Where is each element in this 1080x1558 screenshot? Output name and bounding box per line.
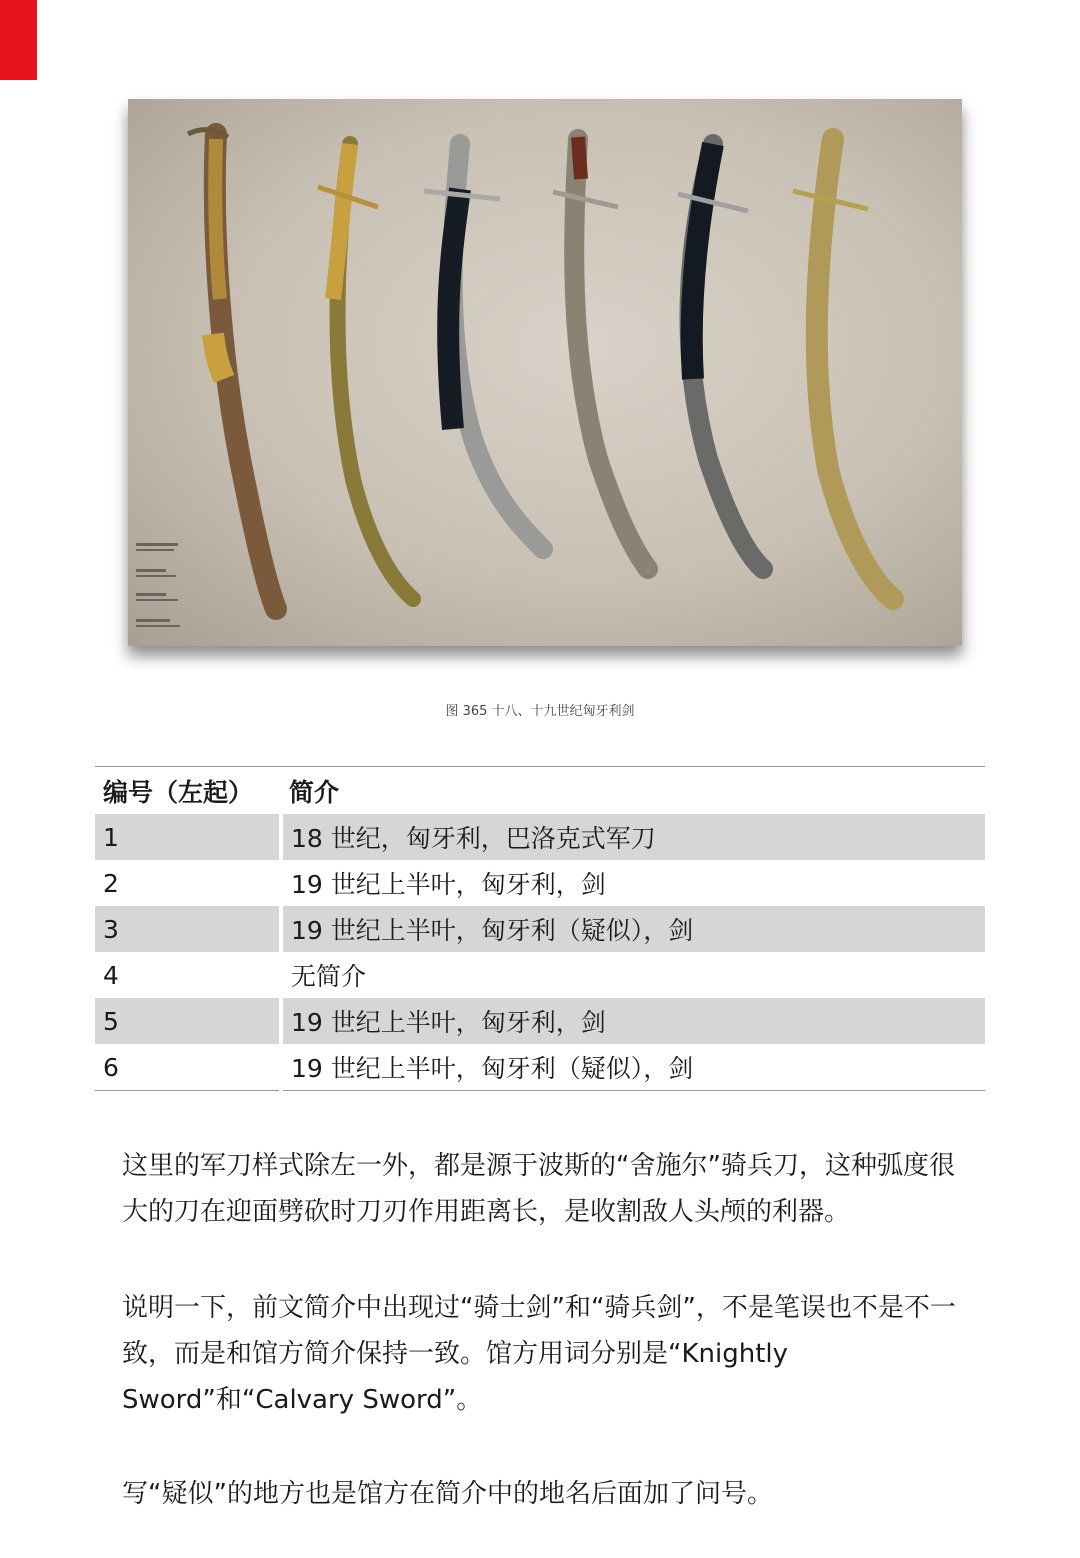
row-number: 2: [95, 860, 281, 906]
saber-4: [553, 137, 648, 569]
saber-2: [318, 144, 413, 599]
header-description: 简介: [289, 777, 340, 807]
table-header-row: [95, 767, 985, 815]
paragraph-doubtful: 写“疑似”的地方也是馆方在简介中的地名后面加了问号。: [122, 1479, 773, 1509]
table-row: [95, 1044, 985, 1091]
table-row: [95, 814, 985, 860]
row-description: 19 世纪上半叶，匈牙利，剑: [281, 998, 985, 1044]
row-number: 5: [95, 998, 281, 1044]
saber-6: [793, 139, 893, 599]
row-number: 3: [95, 906, 281, 952]
red-corner-mark: [0, 0, 37, 80]
row-description: 19 世纪上半叶，匈牙利（疑似），剑: [281, 906, 985, 952]
table-row: [95, 860, 985, 906]
table-row: [95, 998, 985, 1044]
table-row: [95, 906, 985, 952]
saber-5: [678, 144, 763, 569]
table-row: [95, 952, 985, 998]
saber-1: [188, 130, 276, 609]
placard: [136, 543, 180, 627]
row-description: 19 世纪上半叶，匈牙利，剑: [291, 870, 606, 899]
row-description: 18 世纪，匈牙利，巴洛克式军刀: [281, 814, 985, 860]
row-number: 1: [95, 814, 281, 860]
saber-3: [424, 144, 543, 549]
paragraph-terminology: 说明一下，前文简介中出现过“骑士剑”和“骑兵剑”，不是笔误也不是不一致，而是和馆方简介保持一致。馆方用词分别是“Knightly Sword”和“Calvary Sword”。: [122, 1293, 956, 1415]
row-number: 6: [95, 1044, 281, 1091]
saber-info-table: [95, 766, 985, 1091]
sabers-photo: [128, 99, 962, 646]
header-number: 编号（左起）: [103, 777, 254, 807]
paragraph-saber-style: 这里的军刀样式除左一外，都是源于波斯的“舍施尔”骑兵刀，这种弧度很大的刀在迎面劈砍时刀刃作用距离长，是收割敌人头颅的利器。: [122, 1151, 955, 1227]
row-description: 无简介: [291, 962, 367, 991]
figure-caption: 图 365 十八、十九世纪匈牙利剑: [445, 704, 635, 719]
row-number: 4: [95, 952, 281, 998]
row-description: 19 世纪上半叶，匈牙利（疑似），剑: [291, 1054, 694, 1083]
